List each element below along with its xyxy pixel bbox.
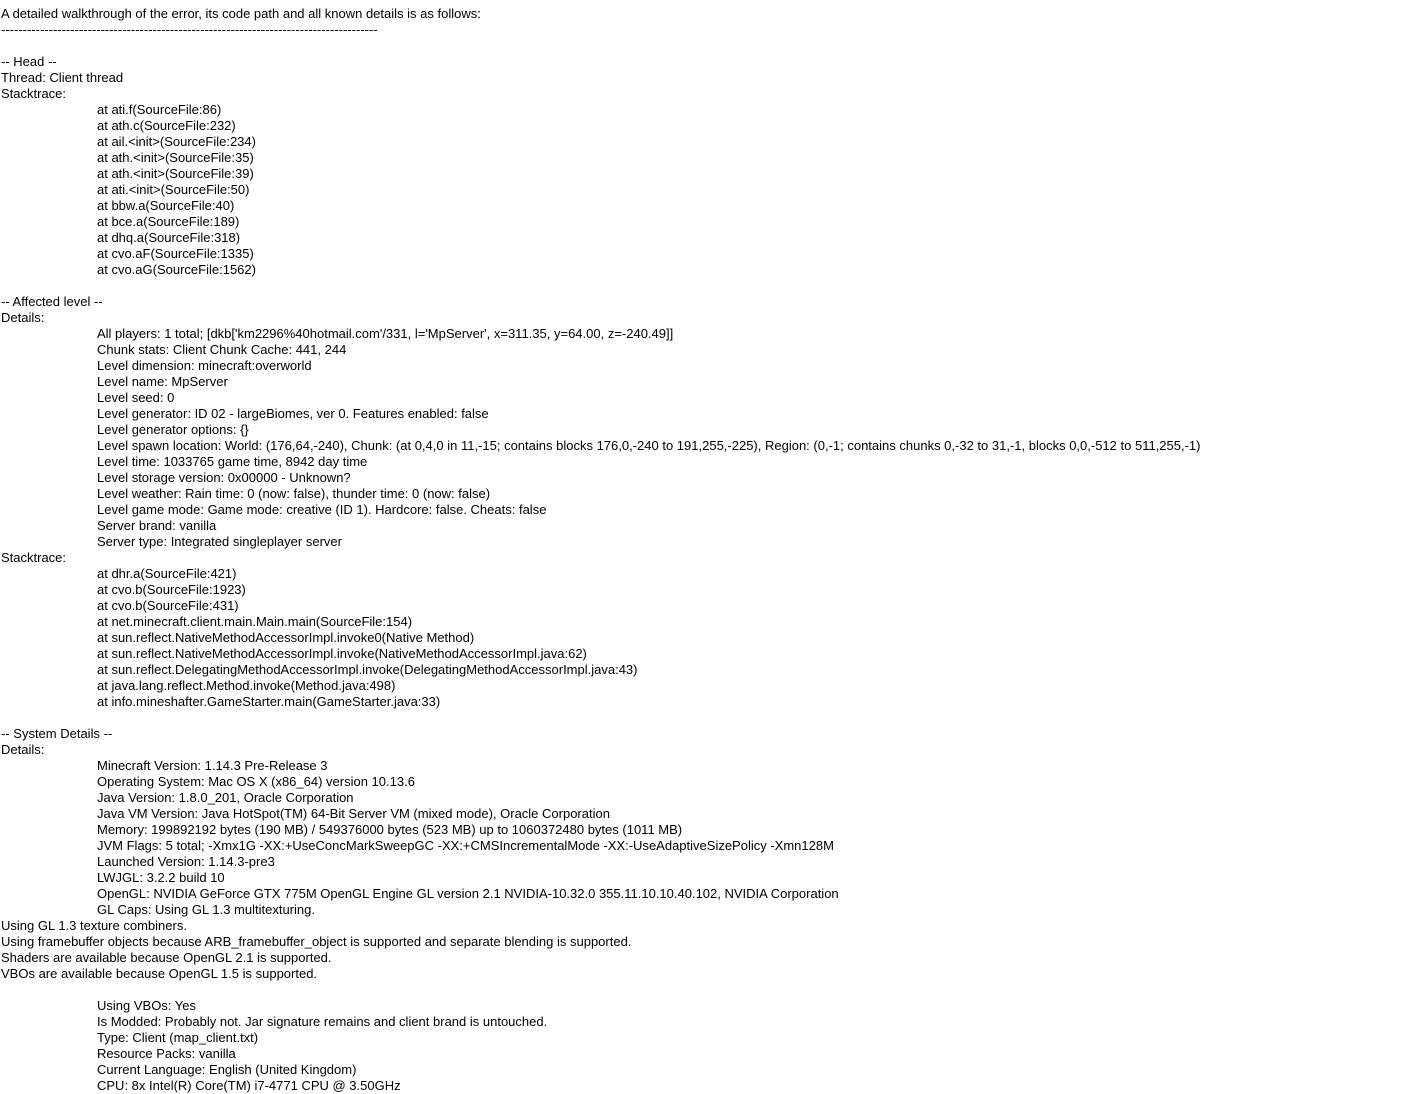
log-line: LWJGL: 3.2.2 build 10 (97, 870, 225, 885)
log-line: Level generator: ID 02 - largeBiomes, ver 0. Features enabled: false (97, 406, 489, 421)
log-line: VBOs are available because OpenGL 1.5 is supported. (1, 966, 318, 981)
log-line: Java Version: 1.8.0_201, Oracle Corporation (97, 790, 354, 805)
log-line: Level seed: 0 (97, 390, 175, 405)
log-line: Level generator options: {} (97, 422, 249, 437)
log-line: GL Caps: Using GL 1.3 multitexturing. (97, 902, 315, 917)
log-line: at sun.reflect.DelegatingMethodAccessorImpl.invoke(DelegatingMethodAccessorImpl.java:43) (97, 662, 638, 677)
log-line: at sun.reflect.NativeMethodAccessorImpl.invoke0(Native Method) (97, 630, 475, 645)
log-line: Level name: MpServer (97, 374, 228, 389)
log-line: --------------------------------------------------------------------------------------- (1, 22, 378, 37)
log-line: Shaders are available because OpenGL 2.1 is supported. (1, 950, 332, 965)
log-line: at bce.a(SourceFile:189) (97, 214, 240, 229)
log-line: Thread: Client thread (1, 70, 124, 85)
log-line: at ath.<init>(SourceFile:35) (97, 150, 254, 165)
log-line: OpenGL: NVIDIA GeForce GTX 775M OpenGL Engine GL version 2.1 NVIDIA-10.32.0 355.11.10.10.40.102, NVIDIA Corporation (97, 886, 839, 901)
blank-line (1, 710, 1419, 726)
log-line: Level weather: Rain time: 0 (now: false), thunder time: 0 (now: false) (97, 486, 491, 501)
log-line: Java VM Version: Java HotSpot(TM) 64-Bit Server VM (mixed mode), Oracle Corporation (97, 806, 610, 821)
log-line: at ail.<init>(SourceFile:234) (97, 134, 256, 149)
blank-line (1, 982, 1419, 998)
log-line: Level dimension: minecraft:overworld (97, 358, 312, 373)
log-line: Stacktrace: (1, 550, 67, 565)
log-line: Level storage version: 0x00000 - Unknown? (97, 470, 351, 485)
log-line: -- Affected level -- (1, 294, 103, 309)
log-line: A detailed walkthrough of the error, its code path and all known details is as follows: (1, 6, 481, 21)
log-line: at dhr.a(SourceFile:421) (97, 566, 237, 581)
log-line: Server brand: vanilla (97, 518, 217, 533)
blank-line (1, 278, 1419, 294)
log-line: Using GL 1.3 texture combiners. (1, 918, 187, 933)
log-line: Stacktrace: (1, 86, 67, 101)
log-line: Current Language: English (United Kingdom) (97, 1062, 357, 1077)
log-line: at ath.<init>(SourceFile:39) (97, 166, 254, 181)
log-line: at ath.c(SourceFile:232) (97, 118, 236, 133)
log-line: at ati.<init>(SourceFile:50) (97, 182, 250, 197)
log-line: All players: 1 total; [dkb['km2296%40hotmail.com'/331, l='MpServer', x=311.35, y=64.00, z=-240.49]] (97, 326, 674, 341)
log-line: Level game mode: Game mode: creative (ID 1). Hardcore: false. Cheats: false (97, 502, 547, 517)
log-line: at dhq.a(SourceFile:318) (97, 230, 241, 245)
log-line: Details: (1, 742, 45, 757)
log-line: Using framebuffer objects because ARB_framebuffer_object is supported and separate blending is supported. (1, 934, 632, 949)
log-line: at cvo.aF(SourceFile:1335) (97, 246, 254, 261)
log-line: Details: (1, 310, 45, 325)
log-line: Resource Packs: vanilla (97, 1046, 236, 1061)
log-line: Operating System: Mac OS X (x86_64) version 10.13.6 (97, 774, 415, 789)
log-line: at net.minecraft.client.main.Main.main(SourceFile:154) (97, 614, 413, 629)
log-line: at cvo.aG(SourceFile:1562) (97, 262, 256, 277)
log-line: Launched Version: 1.14.3-pre3 (97, 854, 275, 869)
log-line: Memory: 199892192 bytes (190 MB) / 549376000 bytes (523 MB) up to 1060372480 bytes (1011 MB) (97, 822, 683, 837)
blank-line (1, 38, 1419, 54)
log-line: Level spawn location: World: (176,64,-240), Chunk: (at 0,4,0 in 11,-15; contains blocks 176,0,-240 to 191,255,-225), Region: (0,-1; contains chunks 0,-32 to 31,-1, blocks 0,0,-512 to 511,255,-1) (97, 438, 1201, 453)
log-line: at bbw.a(SourceFile:40) (97, 198, 235, 213)
log-line: Minecraft Version: 1.14.3 Pre-Release 3 (97, 758, 328, 773)
log-line: Is Modded: Probably not. Jar signature remains and client brand is untouched. (97, 1014, 548, 1029)
log-line: CPU: 8x Intel(R) Core(TM) i7-4771 CPU @ 3.50GHz (97, 1078, 401, 1093)
log-line: at info.mineshafter.GameStarter.main(GameStarter.java:33) (97, 694, 441, 709)
log-line: Level time: 1033765 game time, 8942 day time (97, 454, 368, 469)
log-line: Chunk stats: Client Chunk Cache: 441, 244 (97, 342, 347, 357)
log-line: at cvo.b(SourceFile:431) (97, 598, 239, 613)
log-line: -- Head -- (1, 54, 57, 69)
log-line: at ati.f(SourceFile:86) (97, 102, 222, 117)
log-line: at java.lang.reflect.Method.invoke(Method.java:498) (97, 678, 396, 693)
log-line: JVM Flags: 5 total; -Xmx1G -XX:+UseConcMarkSweepGC -XX:+CMSIncrementalMode -XX:-UseAdaptiveSizePolicy -Xmn128M (97, 838, 834, 853)
log-line: Using VBOs: Yes (97, 998, 196, 1013)
log-line: Type: Client (map_client.txt) (97, 1030, 259, 1045)
log-line: at cvo.b(SourceFile:1923) (97, 582, 246, 597)
log-line: -- System Details -- (1, 726, 113, 741)
log-line: Server type: Integrated singleplayer server (97, 534, 342, 549)
log-line: at sun.reflect.NativeMethodAccessorImpl.invoke(NativeMethodAccessorImpl.java:62) (97, 646, 587, 661)
